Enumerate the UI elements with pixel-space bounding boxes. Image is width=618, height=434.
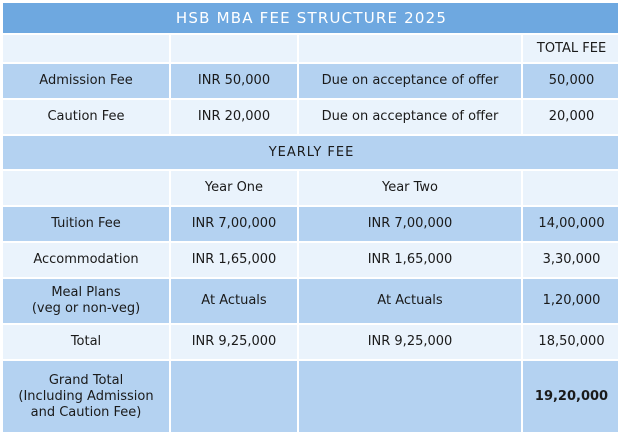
meal-plans-total: 1,20,000 [523,279,618,323]
admission-fee-total: 50,000 [523,64,618,98]
total-total: 18,50,000 [523,325,618,359]
meal-plans-label-line2: (veg or non-veg) [31,301,141,316]
caution-fee-amount: INR 20,000 [171,100,297,134]
admission-fee-label: Admission Fee [3,64,169,98]
table-title: HSB MBA FEE STRUCTURE 2025 [3,3,618,33]
empty-cell [3,171,169,205]
caution-fee-total: 20,000 [523,100,618,134]
admission-fee-due: Due on acceptance of offer [299,64,521,98]
accommodation-year-one: INR 1,65,000 [171,243,297,277]
grand-total-label-line3: and Caution Fee) [30,404,142,420]
tuition-fee-label: Tuition Fee [3,207,169,241]
meal-plans-label-line1: Meal Plans [51,285,121,300]
total-year-one: INR 9,25,000 [171,325,297,359]
meal-plans-label [3,279,169,323]
fee-table [1,1,618,434]
accommodation-year-two: INR 1,65,000 [299,243,521,277]
empty-cell [3,35,169,62]
caution-fee-label: Caution Fee [3,100,169,134]
grand-total-row [3,361,618,432]
tuition-fee-row [3,207,618,241]
title-row [3,3,618,33]
tuition-year-two: INR 7,00,000 [299,207,521,241]
fee-structure [3,3,616,432]
empty-cell [523,171,618,205]
accommodation-total: 3,30,000 [523,243,618,277]
empty-cell [171,361,297,432]
accommodation-row [3,243,618,277]
empty-cell [171,35,297,62]
grand-total-label [3,361,169,432]
yearly-fee-header: YEARLY FEE [3,136,618,169]
empty-cell [299,35,521,62]
year-headers-row [3,171,618,205]
yearly-fee-header-row [3,136,618,169]
grand-total-value: 19,20,000 [523,361,618,432]
total-year-two: INR 9,25,000 [299,325,521,359]
total-row [3,325,618,359]
admission-fee-amount: INR 50,000 [171,64,297,98]
empty-cell [299,361,521,432]
meal-plans-year-one: At Actuals [171,279,297,323]
tuition-year-one: INR 7,00,000 [171,207,297,241]
year-one-header: Year One [171,171,297,205]
accommodation-label: Accommodation [3,243,169,277]
tuition-total: 14,00,000 [523,207,618,241]
total-fee-header: TOTAL FEE [523,35,618,62]
meal-plans-year-two: At Actuals [299,279,521,323]
admission-fee-row [3,64,618,98]
caution-fee-row [3,100,618,134]
year-two-header: Year Two [299,171,521,205]
total-label: Total [3,325,169,359]
grand-total-label-line2: (Including Admission [18,388,154,404]
meal-plans-row [3,279,618,323]
caution-fee-due: Due on acceptance of offer [299,100,521,134]
grand-total-label-line1: Grand Total [48,372,124,388]
total-fee-header-row [3,35,618,62]
